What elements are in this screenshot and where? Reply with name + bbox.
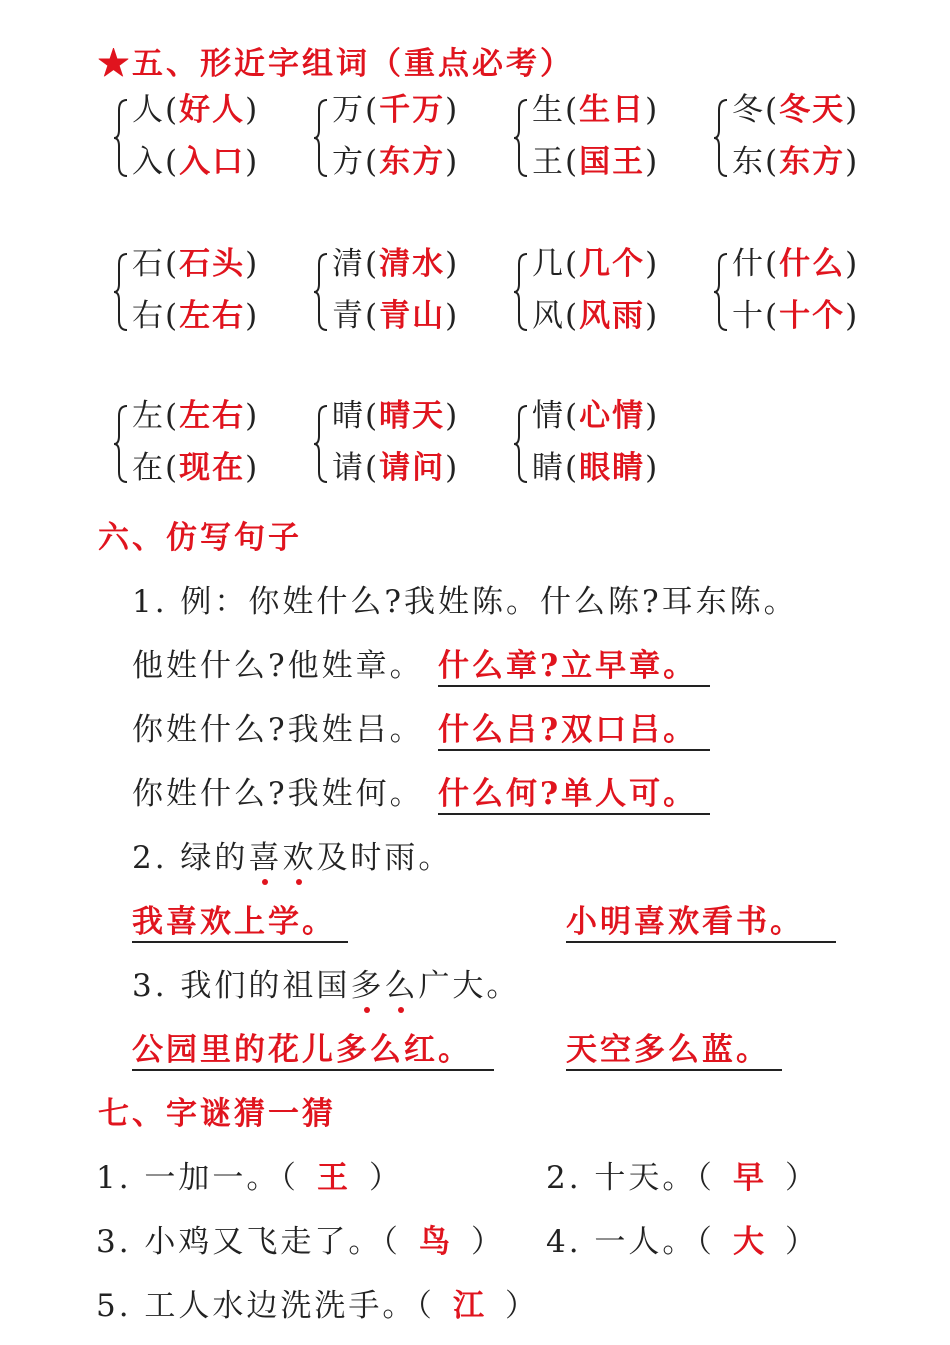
pair-char: 清	[332, 246, 365, 282]
pair-char: 几	[532, 246, 565, 282]
q3-answer-1: 公园里的花儿多么红。	[132, 1024, 494, 1071]
pair-word: 十个	[779, 298, 846, 334]
riddle-4-answer: 大	[732, 1224, 767, 1260]
riddle-2: 2. 十天。（ 早 ）	[546, 1160, 819, 1196]
q1-answer-3: 什么何?单人可。	[438, 768, 710, 815]
brace-icon	[712, 98, 730, 178]
q1-answer-1: 什么章?立早章。	[438, 640, 710, 687]
pair-word: 千万	[379, 92, 446, 128]
pair-word: 国王	[579, 144, 646, 180]
pair-row-bottom: 王(国王)	[532, 144, 660, 180]
pair-char: 东	[732, 144, 765, 180]
pair-char: 生	[532, 92, 565, 128]
riddle-3-answer: 鸟	[418, 1224, 453, 1260]
q1-prompt-1: 他姓什么?他姓章。	[132, 648, 424, 684]
pair-row-bottom: 方(东方)	[332, 144, 460, 180]
pair-row-bottom: 入(入口)	[132, 144, 260, 180]
riddle-5-answer: 江	[452, 1288, 487, 1324]
section5-title: ★五、形近字组词（重点必考）	[98, 46, 574, 82]
char-pair	[712, 92, 912, 198]
pair-row-top: 什(什么)	[732, 246, 860, 282]
pair-word: 晴天	[379, 398, 446, 434]
pair-char: 情	[532, 398, 565, 434]
pair-row-bottom: 风(风雨)	[532, 298, 660, 334]
brace-icon	[112, 98, 130, 178]
pair-word: 东方	[379, 144, 446, 180]
pair-row-top: 人(好人)	[132, 92, 260, 128]
pair-char: 王	[532, 144, 565, 180]
pair-row-bottom: 东(东方)	[732, 144, 860, 180]
q2-answer-2: 小明喜欢看书。	[566, 896, 836, 943]
pair-char: 万	[332, 92, 365, 128]
q3-emphasis-char-1: 多	[350, 960, 384, 1005]
pair-row-top: 石(石头)	[132, 246, 260, 282]
pair-word: 冬天	[779, 92, 846, 128]
pair-row-bottom: 请(请问)	[332, 450, 460, 486]
q1-prompt-2: 你姓什么?我姓吕。	[132, 712, 424, 748]
char-pair	[112, 92, 312, 198]
char-pair	[512, 246, 712, 352]
q3-answer-2: 天空多么蓝。	[566, 1024, 782, 1071]
q2-emphasis-char-2: 欢	[282, 832, 316, 877]
pair-word: 左右	[179, 398, 246, 434]
brace-icon	[112, 404, 130, 484]
riddle-5: 5. 工人水边洗洗手。（ 江 ）	[96, 1288, 539, 1324]
brace-icon	[512, 98, 530, 178]
riddle-2-answer: 早	[732, 1160, 767, 1196]
brace-icon	[312, 98, 330, 178]
pair-row-top: 生(生日)	[532, 92, 660, 128]
pair-char: 在	[132, 450, 165, 486]
pair-word: 东方	[779, 144, 846, 180]
pair-word: 青山	[379, 298, 446, 334]
pair-row-bottom: 青(青山)	[332, 298, 460, 334]
brace-icon	[512, 252, 530, 332]
q2-sentence: 2. 绿的喜欢及时雨。	[132, 832, 452, 877]
pair-char: 晴	[332, 398, 365, 434]
pair-word: 什么	[779, 246, 846, 282]
pair-char: 右	[132, 298, 165, 334]
pair-char: 冬	[732, 92, 765, 128]
pair-char: 什	[732, 246, 765, 282]
q1-answer-2: 什么吕?双口吕。	[438, 704, 710, 751]
brace-icon	[112, 252, 130, 332]
pair-word: 请问	[379, 450, 446, 486]
char-pair	[112, 246, 312, 352]
pair-row-top: 冬(冬天)	[732, 92, 860, 128]
pair-char: 睛	[532, 450, 565, 486]
star-icon: ★	[98, 46, 132, 82]
pair-char: 十	[732, 298, 765, 334]
riddle-1-answer: 王	[316, 1160, 351, 1196]
brace-icon	[312, 404, 330, 484]
pair-char: 左	[132, 398, 165, 434]
pair-word: 好人	[179, 92, 246, 128]
pair-char: 方	[332, 144, 365, 180]
char-pair	[312, 398, 512, 504]
pair-word: 清水	[379, 246, 446, 282]
pair-row-bottom: 在(现在)	[132, 450, 260, 486]
pair-word: 入口	[179, 144, 246, 180]
brace-icon	[512, 404, 530, 484]
pair-row-bottom: 右(左右)	[132, 298, 260, 334]
brace-icon	[712, 252, 730, 332]
pair-word: 石头	[179, 246, 246, 282]
pair-row-top: 左(左右)	[132, 398, 260, 434]
char-pair	[112, 398, 312, 504]
char-pair	[512, 398, 712, 504]
char-pair	[312, 92, 512, 198]
char-pair	[312, 246, 512, 352]
pair-word: 风雨	[579, 298, 646, 334]
q3-emphasis-char-2: 么	[384, 960, 418, 1005]
q3-sentence: 3. 我们的祖国多么广大。	[132, 960, 520, 1005]
riddle-4: 4. 一人。（ 大 ）	[546, 1224, 819, 1260]
char-pair	[512, 92, 712, 198]
brace-icon	[312, 252, 330, 332]
pair-row-top: 清(清水)	[332, 246, 460, 282]
pair-char: 风	[532, 298, 565, 334]
riddle-1: 1. 一加一。（ 王 ）	[96, 1160, 403, 1196]
pair-word: 几个	[579, 246, 646, 282]
pair-word: 现在	[179, 450, 246, 486]
q1-example: 1. 例：你姓什么?我姓陈。什么陈?耳东陈。	[132, 584, 798, 620]
pair-row-top: 晴(晴天)	[332, 398, 460, 434]
pair-word: 眼睛	[579, 450, 646, 486]
char-pair	[712, 246, 912, 352]
pair-word: 心情	[579, 398, 646, 434]
pair-row-top: 万(千万)	[332, 92, 460, 128]
q2-answer-1: 我喜欢上学。	[132, 896, 348, 943]
section7-title: 七、字谜猜一猜	[98, 1096, 336, 1132]
pair-char: 青	[332, 298, 365, 334]
q2-emphasis-char-1: 喜	[248, 832, 282, 877]
pair-word: 生日	[579, 92, 646, 128]
pair-char: 入	[132, 144, 165, 180]
pair-char: 请	[332, 450, 365, 486]
pair-char: 人	[132, 92, 165, 128]
pair-word: 左右	[179, 298, 246, 334]
pair-row-top: 情(心情)	[532, 398, 660, 434]
section6-title: 六、仿写句子	[98, 520, 302, 556]
q1-prompt-3: 你姓什么?我姓何。	[132, 776, 424, 812]
pair-row-top: 几(几个)	[532, 246, 660, 282]
pair-row-bottom: 睛(眼睛)	[532, 450, 660, 486]
pair-row-bottom: 十(十个)	[732, 298, 860, 334]
riddle-3: 3. 小鸡又飞走了。（ 鸟 ）	[96, 1224, 505, 1260]
pair-char: 石	[132, 246, 165, 282]
